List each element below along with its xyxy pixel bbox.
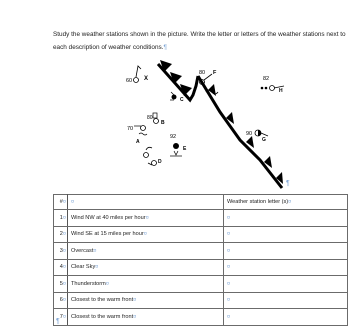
station-b-letter: B [161,120,165,126]
header-answer-label: Weather station letter (s) [227,199,289,205]
cell-mark: ¤ [227,214,231,221]
station-e [170,134,187,156]
cell-mark: ¤ [71,199,75,205]
station-f-letter: F [213,70,217,76]
cell-mark: ¤ [227,231,231,238]
answer-cell[interactable] [224,276,348,293]
row-description-cell [68,259,224,276]
station-x-letter: X [144,76,149,82]
table-row [54,210,348,227]
station-a-temp: 70 [127,126,134,132]
cell-mark: ¤ [145,214,149,221]
row-num-cell [54,226,68,243]
station-d [144,147,163,165]
row-num-cell [54,210,68,227]
table-row [54,276,348,293]
row-num: 7 [59,313,63,320]
cell-mark: ¤ [143,231,147,238]
cell-mark: ¤ [227,280,231,287]
cell-mark: ¤ [62,247,66,254]
row-description: Thunderstorm [71,280,106,287]
answer-cell[interactable] [224,243,348,260]
answer-cell[interactable] [224,309,348,326]
station-e-temp: 92 [170,134,177,140]
row-description: Wind NW at 40 miles per hour [71,214,146,221]
row-num: 6 [59,297,63,304]
warm-front [198,76,283,188]
table-row [54,292,348,309]
station-d-letter: D [158,159,162,165]
row-num: 5 [59,280,63,287]
header-num-cell [54,195,68,210]
row-num-cell [54,259,68,276]
cell-mark: ¤ [62,231,66,238]
answer-cell[interactable] [224,210,348,227]
header-description-cell [68,195,224,210]
cell-mark: ¤ [288,199,292,205]
station-h [261,76,284,94]
row-description: Closest to the warm front [71,313,134,320]
cell-mark: ¤ [105,280,109,287]
station-c [170,92,184,103]
cell-mark: ¤ [227,264,231,271]
answer-cell[interactable] [224,259,348,276]
cold-front [158,60,198,100]
row-description: Clear Sky [71,264,96,271]
answer-table [53,194,348,326]
cell-mark: ¤ [133,313,137,320]
station-h-temp: 82 [263,76,270,82]
station-x-temp: 60 [126,78,133,84]
row-description: Overcast [71,247,94,254]
row-description-cell [68,210,224,227]
cell-mark: ¤ [227,247,231,254]
instructions-text: Study the weather stations shown in the picture. Write the letter or letters of the weather stations next to each description of weather conditions. [53,31,346,51]
cell-mark: ¤ [62,199,66,205]
row-num-cell [54,243,68,260]
header-answer-cell [224,195,348,210]
station-f-temp: 80 [199,70,206,76]
row-description-cell [68,292,224,309]
row-description-cell [68,309,224,326]
cell-mark: ¤ [227,313,231,320]
station-a-letter: A [136,139,140,145]
cell-mark: ¤ [227,297,231,304]
row-description: Wind SE at 15 miles per hour [71,231,144,238]
table-row [54,226,348,243]
table-row [54,309,348,326]
station-g-letter: G [262,137,266,143]
row-num-cell [54,276,68,293]
row-num: 1 [59,214,63,221]
station-c-letter: C [180,97,184,103]
row-num: 4 [59,264,63,271]
station-g-temp: 90 [246,131,253,137]
cell-mark: ¤ [62,214,66,221]
table-header-row [54,195,348,210]
row-num: 2 [59,231,63,238]
row-description-cell [68,276,224,293]
station-h-letter: H [279,88,283,94]
cell-mark: ¤ [62,297,66,304]
cell-mark: ¤ [62,264,66,271]
paragraph-mark: ¶ [163,43,167,51]
row-description: Closest to the warm front [71,297,134,304]
cell-mark: ¤ [95,264,99,271]
station-x [126,66,148,84]
answer-cell[interactable] [224,292,348,309]
row-description-cell [68,226,224,243]
row-num: 3 [59,247,63,254]
row-num-cell [54,292,68,309]
cell-mark: ¤ [62,313,66,320]
station-b [147,113,165,126]
station-e-letter: E [183,146,187,152]
table-row [54,243,348,260]
station-b-temp: 80 [147,115,153,121]
station-a [127,126,147,146]
table-row [54,259,348,276]
cell-mark: ¤ [93,247,97,254]
row-description-cell [68,243,224,260]
paragraph-mark-end: ¶ [56,318,60,325]
cell-mark: ¤ [133,297,137,304]
paragraph-mark-after-map: ¶ [286,180,290,187]
answer-cell[interactable] [224,226,348,243]
header-num: # [59,199,63,205]
cell-mark: ¤ [62,280,66,287]
